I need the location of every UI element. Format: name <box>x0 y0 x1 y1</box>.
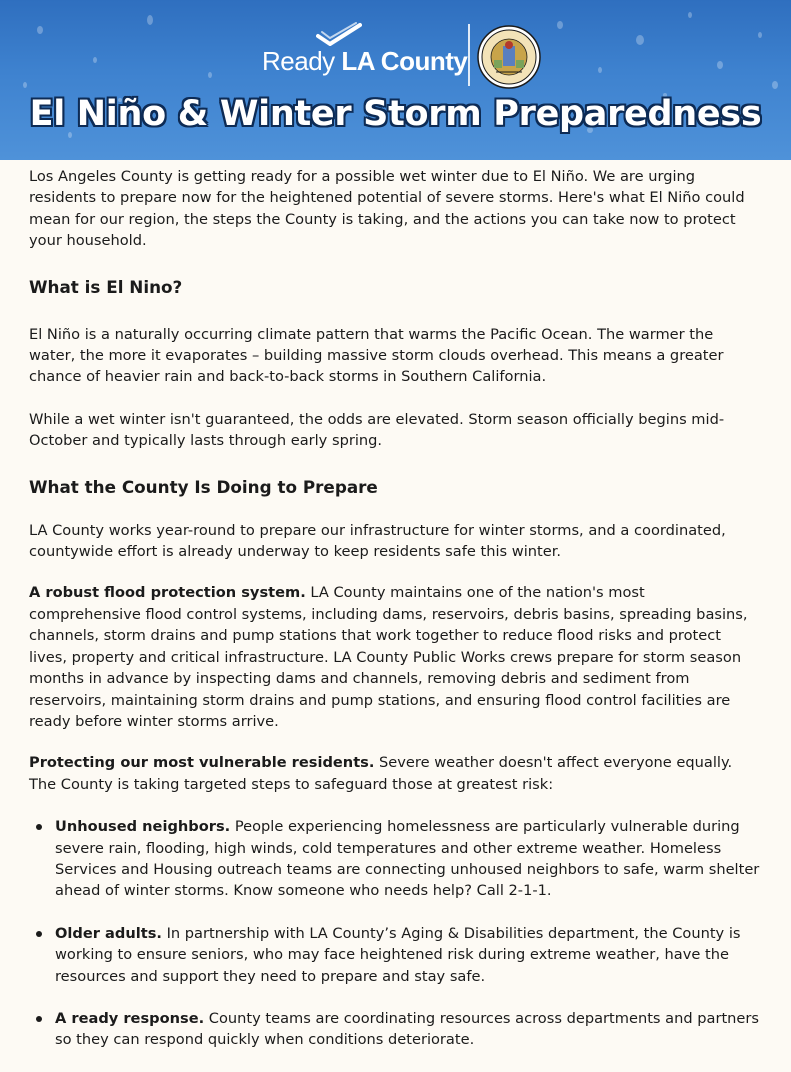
bullet-icon <box>36 1016 42 1022</box>
heading-what-is-el-nino: What is El Nino? <box>29 276 183 297</box>
bullet-icon <box>36 824 42 830</box>
flood-protection-text: LA County maintains one of the nation's most comprehensive flood control systems, including dams, reservoirs, debris basins, spreading basins, channels, storm drains and pump stations that work together to reduce flood risks and protect lives, property and critical infrastructure. LA County Public Works crews prepare for storm season months in advance by inspecting dams and channels, removing debris and sediment from reservoirs, maintaining storm drains and pump stations, and ensuring flood control facilities are ready before winter storms arrive. <box>29 584 748 730</box>
el-nino-paragraph-1: El Niño is a naturally occurring climate pattern that warms the Pacific Ocean. The warmer the water, the more it evaporates – building massive storm clouds overhead. This means a greater chance of heavier rain and back-to-back storms in Southern California. <box>29 325 724 386</box>
brand-ready-text: Ready <box>262 46 335 76</box>
county-paragraph-1: LA County works year-round to prepare our infrastructure for winter storms, and a coordinated, countywide effort is already underway to keep residents safe this winter. <box>29 521 726 561</box>
vulnerable-groups-list <box>29 816 761 1051</box>
bullet-text: In partnership with LA County’s Aging & Disabilities department, the County is working to ensure seniors, who may face heightened risk during extreme weather, have the resources and support they need to prepare and stay safe. <box>55 924 741 985</box>
la-county-seal-icon <box>476 24 542 90</box>
checkmark-icon <box>316 22 362 46</box>
bullet-lead: Older adults. <box>55 924 162 942</box>
vulnerable-residents-lead: Protecting our most vulnerable residents. <box>29 754 375 772</box>
header-banner <box>0 0 791 160</box>
document-body <box>29 166 761 1072</box>
list-item-older-adults <box>29 923 761 987</box>
heading-county-preparing: What the County Is Doing to Prepare <box>29 476 378 497</box>
brand-divider <box>468 24 470 86</box>
bullet-lead: Unhoused neighbors. <box>55 818 231 836</box>
el-nino-paragraph-2: While a wet winter isn't guaranteed, the odds are elevated. Storm season officially begins mid-October and typically lasts through early spring. <box>29 410 725 450</box>
list-item-unhoused <box>29 816 761 902</box>
bullet-text: People experiencing homelessness are particularly vulnerable during severe rain, flooding, high winds, cold temperatures and other extreme weather. Homeless Services and Housing outreach teams are connecting unhoused neighbors to safe, warm shelter ahead of winter storms. Know someone who needs help? Call 2-1-1. <box>55 818 760 900</box>
list-item-ready-response <box>29 1008 761 1051</box>
vulnerable-residents-paragraph <box>29 752 761 795</box>
page-title: El Niño & Winter Storm Preparedness <box>29 94 762 134</box>
flood-protection-lead: A robust flood protection system. <box>29 584 306 602</box>
ready-la-county-logo <box>262 46 467 77</box>
bullet-lead: A ready response. <box>55 1009 205 1027</box>
flood-protection-paragraph <box>29 582 761 732</box>
brand-lockup <box>0 22 791 86</box>
bullet-text: County teams are coordinating resources across departments and partners so they can respond quickly when conditions deteriorate. <box>55 1009 760 1049</box>
vulnerable-residents-text: Severe weather doesn't affect everyone equally. The County is taking targeted steps to safeguard those at greatest risk: <box>29 754 733 793</box>
bullet-icon <box>36 931 42 937</box>
brand-la-county-text: LA County <box>341 46 468 76</box>
intro-paragraph: Los Angeles County is getting ready for a possible wet winter due to El Niño. We are urging residents to prepare now for the heightened potential of severe storms. Here's what El Niño could mean for our region, the steps the County is taking, and the actions you can take now to protect your household. <box>29 168 745 250</box>
